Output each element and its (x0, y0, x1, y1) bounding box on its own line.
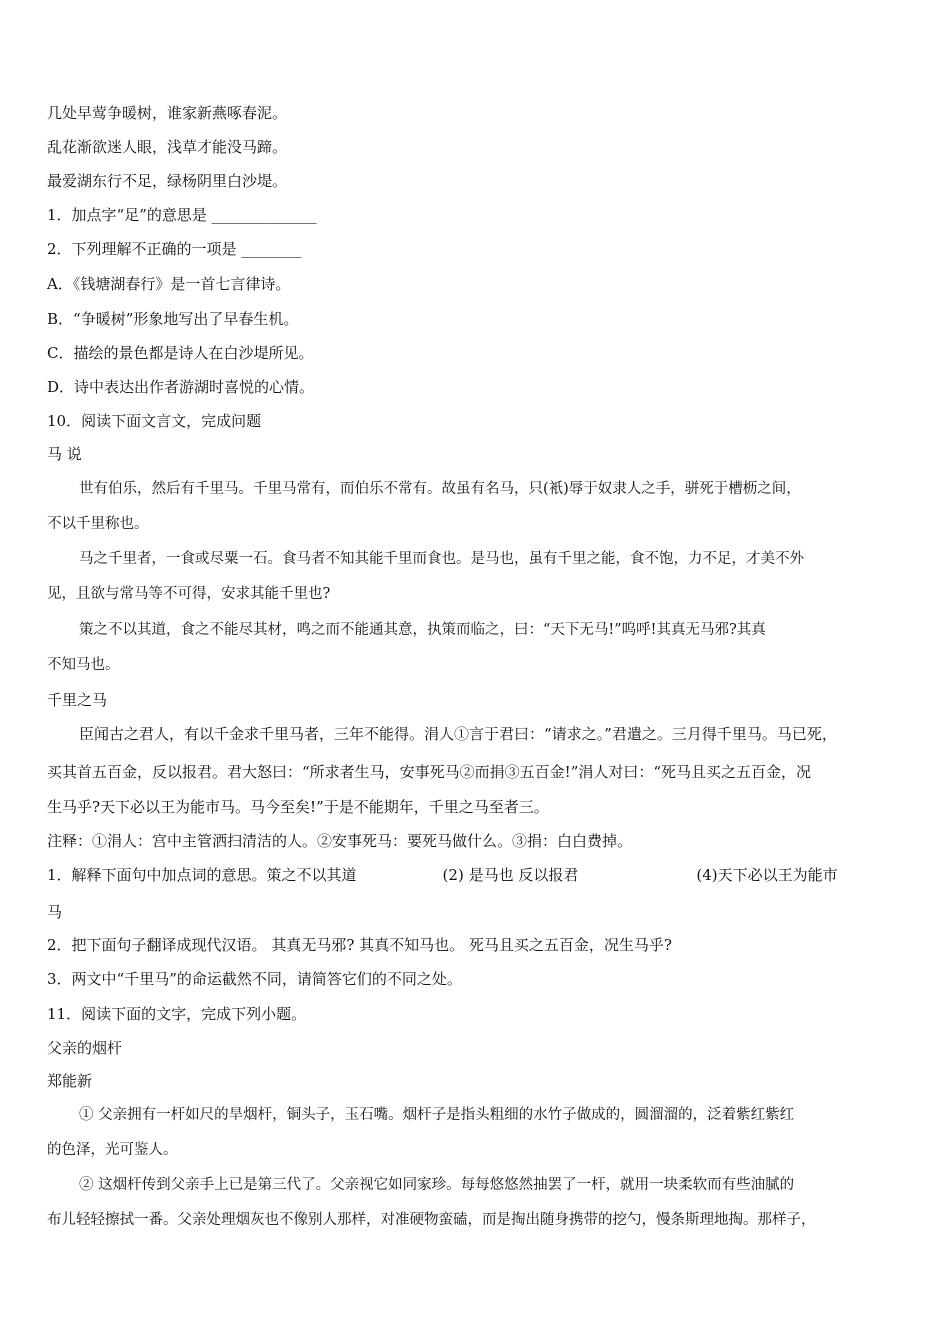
text-a-paragraph-2-cont: 见，且欲与常马等不可得，安求其能千里也? (47, 586, 331, 602)
article-paragraph-1: ① 父亲拥有一杆如尺的旱烟杆，铜头子，玉石嘴。烟杆子是指头粗细的水竹子做成的，圆溜溜的，泛着紫红紫红 (79, 1107, 795, 1123)
option-b: B．“争暖树”形象地写出了早春生机。 (47, 310, 299, 328)
text-b-paragraph: 臣闻古之君人，有以千金求千里马者，三年不能得。涓人①言于君曰：“请求之。”君遣之。三月得千里马。马已死， (79, 725, 837, 743)
text-b-paragraph-cont: 买其首五百金，反以报君。君大怒曰：“所求者生马，安事死马②而捐③五百金!”涓人对曰：“死马且买之五百金，况 (47, 763, 812, 781)
text-a-paragraph-1-cont: 不以千里称也。 (47, 516, 149, 532)
text-a-title: 马 说 (47, 445, 82, 463)
article-title: 父亲的烟杆 (47, 1039, 123, 1057)
text-a-paragraph-3: 策之不以其道，食之不能尽其材，鸣之而不能通其意，执策而临之，曰：“天下无马!”呜呼!其真无马邪?其真 (79, 622, 766, 638)
question-10-1-cont: 马 (47, 903, 63, 921)
text-a-paragraph-3-cont: 不知马也。 (47, 657, 120, 673)
poem-line: 乱花渐欲迷人眼，浅草才能没马蹄。 (47, 138, 288, 156)
question-10-1-part-2: (2) 是马也 反以报君 (442, 866, 579, 884)
text-a-paragraph-1: 世有伯乐，然后有千里马。千里马常有，而伯乐不常有。故虽有名马，只(衹)辱于奴隶人之手，骈死于槽枥之间， (79, 481, 801, 497)
article-paragraph-2: ② 这烟杆传到父亲手上已是第三代了。父亲视它如同家珍。每每悠悠然抽罢了一杆，就用一块柔软而有些油腻的 (79, 1177, 795, 1193)
question-10-heading: 10．阅读下面文言文，完成问题 (47, 412, 262, 430)
article-paragraph-1-cont: 的色泽，光可鉴人。 (47, 1142, 178, 1158)
text-b-title: 千里之马 (47, 691, 108, 709)
option-d: D．诗中表达出作者游湖时喜悦的心情。 (47, 378, 315, 396)
question-11-heading: 11．阅读下面的文字，完成下列小题。 (47, 1005, 307, 1023)
question-10-1 (47, 865, 838, 885)
question-10-1-part-1: 1．解释下面句中加点词的意思。策之不以其道 (47, 866, 357, 884)
question-9-1: 1．加点字“足”的意思是 ______________ (47, 206, 317, 224)
annotation-notes: 注释：①涓人：宫中主管洒扫清洁的人。②安事死马：要死马做什么。③捐：白白费掉。 (47, 832, 633, 850)
question-10-2: 2．把下面句子翻译成现代汉语。 其真无马邪? 其真不知马也。 死马且买之五百金，况生马乎? (47, 936, 672, 954)
text-a-paragraph-2: 马之千里者，一食或尽粟一石。食马者不知其能千里而食也。是马也，虽有千里之能，食不饱，力不足，才美不外 (79, 551, 804, 567)
text-b-paragraph-cont: 生马乎?天下必以王为能市马。马今至矣!”于是不能期年，千里之马至者三。 (47, 798, 549, 816)
article-paragraph-2-cont: 布儿轻轻擦拭一番。父亲处理烟灰也不像别人那样，对准硬物蛮磕，而是掏出随身携带的挖勺，慢条斯理地掏。那样子， (47, 1212, 816, 1228)
question-9-2: 2．下列理解不正确的一项是 ________ (47, 240, 302, 258)
option-a: A．《钱塘湖春行》是一首七言律诗。 (47, 275, 291, 293)
poem-line: 最爱湖东行不足，绿杨阴里白沙堤。 (47, 172, 288, 190)
question-10-1-part-3: (4)天下必以王为能市 (696, 866, 838, 884)
question-10-3: 3．两文中“千里马”的命运截然不同，请简答它们的不同之处。 (47, 970, 462, 988)
poem-line: 几处早莺争暖树，谁家新燕啄春泥。 (47, 104, 288, 122)
option-c: C．描绘的景色都是诗人在白沙堤所见。 (47, 344, 314, 362)
article-author: 郑能新 (47, 1072, 93, 1090)
